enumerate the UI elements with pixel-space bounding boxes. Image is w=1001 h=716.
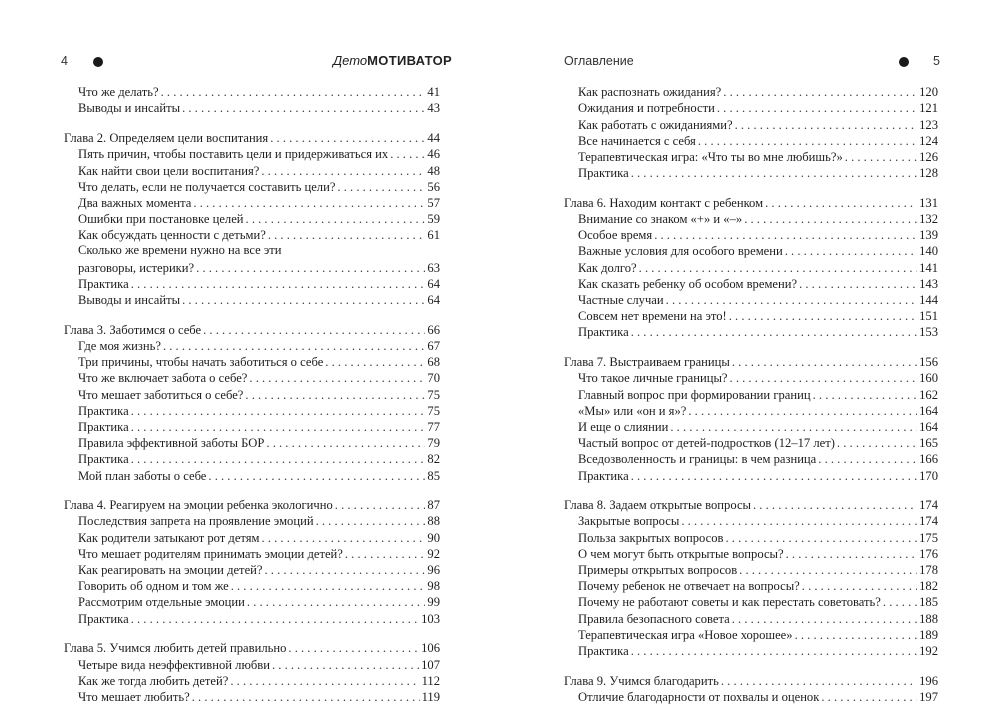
- toc-entry-page: 140: [919, 244, 938, 259]
- dot-leader: [631, 325, 917, 340]
- brand-bold: МОТИВАТОР: [367, 53, 452, 68]
- toc-entry[interactable]: [564, 308, 938, 324]
- toc-entry-title: Частные случаи: [578, 293, 664, 308]
- toc-entry[interactable]: разговоры, истерики? . . . 63: [64, 259, 440, 275]
- toc-entry-title: Глава 4. Реагируем на эмоции ребенка экологично: [64, 498, 333, 513]
- toc-entry-title: Правила эффективной заботы БОР: [78, 436, 265, 451]
- chapter-heading[interactable]: [64, 130, 440, 146]
- toc-entry-page: 160: [919, 371, 938, 386]
- dot-leader: [335, 498, 426, 513]
- toc-entry-title: Глава 5. Учимся любить детей правильно: [64, 641, 287, 656]
- toc-entry-title: «Мы» или «он и я»?: [578, 403, 687, 418]
- toc-entry[interactable]: [64, 435, 440, 451]
- toc-entry-title: Отличие благодарности от похвалы и оценок: [578, 689, 820, 704]
- toc-entry[interactable]: [564, 419, 938, 435]
- toc-entry[interactable]: [64, 594, 440, 610]
- chapter-heading[interactable]: [564, 195, 938, 211]
- toc-entry[interactable]: [64, 610, 440, 626]
- brand-italic: Дето: [333, 53, 368, 68]
- toc-entry-page: 67: [427, 339, 440, 353]
- dot-leader: [799, 277, 917, 292]
- toc-entry-page: 165: [919, 436, 938, 451]
- toc-entry-page: 151: [919, 309, 938, 324]
- toc-entry-title: Что такое личные границы?: [578, 371, 728, 386]
- toc-entry-title: Глава 9. Учимся благодарить: [564, 673, 719, 688]
- dot-leader: [802, 579, 917, 594]
- toc-entry-title: Глава 3. Заботимся о себе: [64, 322, 202, 337]
- toc-entry-title: Как найти свои цели воспитания?: [78, 163, 260, 178]
- page-number: 4: [61, 54, 68, 68]
- toc-entry-title: Практика: [578, 325, 629, 340]
- toc-entry[interactable]: [64, 100, 440, 116]
- toc-entry-page: 41: [427, 85, 440, 100]
- toc-entry-page: 103: [421, 611, 440, 626]
- toc-entry-title: Важные условия для особого времени: [578, 244, 783, 259]
- dot-leader: [639, 261, 917, 276]
- toc-entry[interactable]: [64, 179, 440, 195]
- toc-entry-page: 144: [919, 293, 938, 308]
- toc-entry-page: 107: [421, 657, 440, 672]
- toc-entry-title: Как работать с ожиданиями?: [578, 117, 733, 132]
- dot-leader: [208, 469, 425, 484]
- toc-entry-title: И еще о слиянии: [578, 419, 669, 434]
- dot-leader: [739, 563, 917, 578]
- dot-leader: [721, 674, 917, 689]
- toc-entry-page: 44: [427, 131, 440, 146]
- dot-leader: [247, 595, 426, 610]
- toc-entry-title: Как сказать ребенку об особом времени?: [578, 276, 798, 291]
- toc-entry[interactable]: [64, 451, 440, 467]
- toc-entry-title: О чем могут быть открытые вопросы?: [578, 546, 784, 561]
- toc-entry-title: Что мешает родителям принимать эмоции детей?: [78, 546, 343, 561]
- toc-entry[interactable]: [64, 227, 440, 243]
- toc-entry-page: 70: [427, 371, 440, 386]
- dot-leader: [345, 547, 426, 562]
- toc-entry-title: Практика: [78, 419, 129, 434]
- dot-leader: [837, 436, 917, 451]
- toc-entry-page: 164: [919, 419, 938, 434]
- toc-entry-page: 176: [919, 546, 938, 561]
- toc-entry-page: 48: [427, 163, 440, 178]
- toc-entry-page: 185: [919, 595, 938, 610]
- toc-entry-page: 61: [427, 228, 440, 243]
- toc-entry-page: 192: [919, 643, 938, 658]
- toc-entry-page: 85: [427, 468, 440, 483]
- dot-leader: [261, 164, 425, 179]
- toc-entry-page: 178: [919, 563, 938, 578]
- toc-entry-title: Все начинается с себя: [578, 133, 696, 148]
- dot-leader: [765, 196, 917, 211]
- toc-entry[interactable]: [564, 324, 938, 340]
- toc-entry-page: 56: [427, 179, 440, 194]
- toc-entry[interactable]: [64, 656, 440, 672]
- toc-entry-page: 75: [427, 403, 440, 418]
- toc-entry-title: Глава 6. Находим контакт с ребенком: [564, 195, 764, 210]
- toc-entry-page: 123: [919, 117, 938, 132]
- toc-entry-page: 128: [919, 166, 938, 181]
- toc-entry-title: Особое время: [578, 228, 653, 243]
- toc-entry-page: 166: [919, 452, 938, 467]
- dot-leader: [131, 452, 426, 467]
- toc-entry[interactable]: [564, 165, 938, 181]
- toc-entry[interactable]: [64, 370, 440, 386]
- toc-entry-title: Совсем нет времени на это!: [578, 309, 727, 324]
- chapter-heading[interactable]: [64, 497, 440, 513]
- dot-leader: [670, 420, 917, 435]
- chapter-heading[interactable]: [564, 673, 938, 689]
- page-number: 5: [933, 54, 940, 68]
- dot-leader: [270, 131, 425, 146]
- toc-entry[interactable]: [64, 529, 440, 545]
- toc-entry-page: 77: [427, 419, 440, 434]
- dot-leader: [193, 196, 425, 211]
- dot-leader: [245, 388, 425, 403]
- dot-leader: [131, 404, 426, 419]
- toc-entry-title: Что делать, если не получается составить цели?: [78, 179, 336, 194]
- toc-entry[interactable]: [564, 467, 938, 483]
- dot-leader: [732, 612, 917, 627]
- dot-leader: [845, 150, 917, 165]
- dot-leader: [666, 293, 917, 308]
- toc-entry[interactable]: [564, 529, 938, 545]
- toc-entry-page: 57: [427, 195, 440, 210]
- dot-leader: [268, 228, 426, 243]
- dot-leader: [698, 134, 917, 149]
- toc-entry[interactable]: [64, 689, 440, 705]
- dot-leader: [288, 641, 419, 656]
- dot-leader: [818, 452, 917, 467]
- toc-entry-title: Как родители затыкают рот детям: [78, 530, 260, 545]
- dot-leader: [732, 355, 917, 370]
- toc-entry[interactable]: [64, 276, 440, 292]
- toc-entry[interactable]: [564, 594, 938, 610]
- dot-leader: [246, 212, 426, 227]
- dot-leader: [182, 101, 425, 116]
- dot-leader: [730, 371, 918, 386]
- toc-entry-title: Почему ребенок не отвечает на вопросы?: [578, 579, 800, 594]
- toc-entry-page: 124: [919, 133, 938, 148]
- toc-entry-page: 98: [427, 579, 440, 594]
- dot-leader: [735, 118, 918, 133]
- dot-leader: [131, 612, 419, 627]
- toc-entry[interactable]: [564, 513, 938, 529]
- toc-entry-page: 143: [919, 276, 938, 291]
- toc-entry-title: Как долго?: [578, 260, 637, 275]
- toc-entry-title: Глава 7. Выстраиваем границы: [564, 355, 730, 370]
- toc-entry-title: Терапевтическая игра «Новое хорошее»: [578, 627, 793, 642]
- toc-entry[interactable]: [564, 386, 938, 402]
- right-page: [500, 0, 1001, 716]
- toc-entry[interactable]: [64, 386, 440, 402]
- toc-entry[interactable]: [564, 292, 938, 308]
- dot-leader: [723, 85, 917, 100]
- dot-leader: [272, 658, 419, 673]
- toc-entry-title: Почему не работают советы и как перестать советовать?: [578, 595, 881, 610]
- chapter-heading[interactable]: [64, 640, 440, 656]
- toc-entry[interactable]: [564, 116, 938, 132]
- toc-entry-title: Четыре вида неэффективной любви: [78, 657, 270, 672]
- toc-entry[interactable]: [64, 578, 440, 594]
- toc-entry-page: 96: [427, 563, 440, 578]
- toc-entry[interactable]: [564, 435, 938, 451]
- toc-entry[interactable]: [64, 146, 440, 162]
- toc-entry[interactable]: [64, 338, 440, 354]
- toc-entry-title: Ошибки при постановке целей: [78, 212, 244, 227]
- dot-leader: [131, 277, 426, 292]
- toc-entry[interactable]: [564, 627, 938, 643]
- toc-entry-page: 119: [421, 689, 440, 704]
- toc-entry-title: Польза закрытых вопросов: [578, 530, 724, 545]
- toc-entry-title: Последствия запрета на проявление эмоций: [78, 514, 314, 529]
- toc-entry[interactable]: [564, 84, 938, 100]
- toc-entry-title: Примеры открытых вопросов: [578, 563, 738, 578]
- toc-entry-title: Три причины, чтобы начать заботиться о себе: [78, 355, 324, 370]
- toc-entry-title: Как же тогда любить детей?: [78, 673, 229, 688]
- toc-entry-title: Практика: [578, 643, 629, 658]
- toc-entry-page: 188: [919, 611, 938, 626]
- toc-entry-title: Практика: [578, 468, 629, 483]
- toc-entry-page: 182: [919, 579, 938, 594]
- toc-entry-title: Мой план заботы о себе: [78, 468, 207, 483]
- dot-leader: [249, 371, 425, 386]
- dot-leader: [262, 531, 426, 546]
- toc-entry[interactable]: [64, 162, 440, 178]
- toc-entry-title: Терапевтическая игра: «Что ты во мне любишь?»: [578, 149, 843, 164]
- toc-entry[interactable]: [64, 403, 440, 419]
- toc-entry-page: 120: [919, 85, 938, 100]
- toc-entry[interactable]: [564, 610, 938, 626]
- dot-leader: [631, 166, 917, 181]
- toc-entry-title: Глава 8. Задаем открытые вопросы: [564, 498, 751, 513]
- dot-leader: [631, 644, 917, 659]
- toc-entry-page: 87: [427, 498, 440, 513]
- dot-leader: [203, 323, 425, 338]
- toc-entry-page: 106: [421, 641, 440, 656]
- dot-leader: [717, 101, 917, 116]
- toc-left: [64, 84, 440, 705]
- toc-entry[interactable]: [64, 211, 440, 227]
- toc-entry-title: Правила безопасного совета: [578, 611, 730, 626]
- dot-leader: [753, 498, 917, 513]
- toc-entry-title: Где моя жизнь?: [78, 339, 161, 353]
- toc-entry[interactable]: [564, 276, 938, 292]
- dot-leader: [231, 579, 426, 594]
- chapter-heading[interactable]: [64, 322, 440, 338]
- toc-entry[interactable]: [64, 513, 440, 529]
- toc-entry-title: Ожидания и потребности: [578, 101, 715, 116]
- dot-leader: [325, 355, 425, 370]
- toc-entry-page: 112: [421, 673, 440, 688]
- toc-entry-page: 153: [919, 325, 938, 340]
- toc-entry-page: 164: [919, 403, 938, 418]
- chapter-heading[interactable]: [564, 497, 938, 513]
- toc-entry-title: Что же включает забота о себе?: [78, 371, 248, 386]
- toc-entry-title: Два важных момента: [78, 195, 192, 210]
- dot-leader: [786, 547, 918, 562]
- toc-entry-page: 139: [919, 228, 938, 243]
- toc-entry-page: 46: [427, 147, 440, 162]
- toc-entry-page: 92: [427, 546, 440, 561]
- toc-entry[interactable]: [564, 227, 938, 243]
- dot-leader: [654, 228, 917, 243]
- toc-entry[interactable]: [64, 354, 440, 370]
- toc-entry[interactable]: [564, 403, 938, 419]
- toc-entry-title: Практика: [578, 166, 629, 181]
- toc-entry-page: 196: [919, 673, 938, 688]
- toc-entry-title: Практика: [78, 276, 129, 291]
- toc-entry-title: Закрытые вопросы: [578, 514, 680, 529]
- toc-entry-title: Глава 2. Определяем цели воспитания: [64, 131, 269, 146]
- toc-entry-title: Рассмотрим отдельные эмоции: [78, 595, 245, 610]
- dot-leader: [316, 514, 426, 529]
- section-header-title: Оглавление: [564, 54, 634, 68]
- toc-entry-title: Как обсуждать ценности с детьми?: [78, 228, 266, 243]
- toc-entry-title: Говорить об одном и том же: [78, 579, 229, 594]
- dot-leader: [785, 244, 917, 259]
- toc-entry-title: Пять причин, чтобы поставить цели и придерживаться их: [78, 147, 389, 162]
- toc-entry-title: Частый вопрос от детей-подростков (12–17 лет): [578, 436, 835, 451]
- dot-leader: [795, 628, 918, 643]
- dot-leader: [131, 420, 426, 435]
- toc-entry-title: Как распознать ожидания?: [578, 85, 722, 100]
- toc-entry-page: 43: [427, 101, 440, 116]
- dot-leader: [390, 147, 425, 162]
- dot-leader: [681, 514, 917, 529]
- toc-entry-page: 174: [919, 514, 938, 529]
- dot-leader: [192, 690, 420, 705]
- toc-entry-page: 170: [919, 468, 938, 483]
- dot-leader: [337, 180, 425, 195]
- toc-entry[interactable]: [564, 243, 938, 259]
- toc-entry-page: 75: [427, 387, 440, 402]
- toc-entry-title: Практика: [78, 403, 129, 418]
- toc-entry[interactable]: [564, 211, 938, 227]
- toc-entry[interactable]: [564, 133, 938, 149]
- dot-leader: [182, 293, 425, 308]
- toc-entry-title: Вседозволенность и границы: в чем разница: [578, 452, 817, 467]
- toc-entry[interactable]: [64, 546, 440, 562]
- toc-entry-page: 82: [427, 452, 440, 467]
- toc-entry[interactable]: [564, 370, 938, 386]
- toc-entry-page: 79: [427, 436, 440, 451]
- dot-leader: [883, 595, 917, 610]
- toc-entry[interactable]: [564, 578, 938, 594]
- toc-entry[interactable]: [64, 195, 440, 211]
- bullet-dot-icon: [93, 57, 103, 67]
- dot-leader: [265, 563, 426, 578]
- toc-entry[interactable]: [564, 451, 938, 467]
- toc-entry[interactable]: [64, 292, 440, 308]
- dot-leader: [729, 309, 917, 324]
- toc-entry-page: 162: [919, 387, 938, 402]
- toc-entry[interactable]: [564, 689, 938, 705]
- toc-entry[interactable]: [64, 562, 440, 578]
- toc-entry[interactable]: [64, 673, 440, 689]
- toc-entry-page: 189: [919, 627, 938, 642]
- toc-entry-title: Что мешает любить?: [78, 689, 190, 704]
- dot-leader: [813, 388, 918, 403]
- toc-entry-page: 132: [919, 212, 938, 227]
- toc-right: [564, 84, 938, 705]
- dot-leader: [230, 674, 419, 689]
- toc-entry-page: 68: [427, 355, 440, 370]
- toc-entry[interactable]: [564, 259, 938, 275]
- toc-entry[interactable]: [564, 149, 938, 165]
- toc-entry-page: 141: [919, 260, 938, 275]
- toc-entry[interactable]: [64, 419, 440, 435]
- toc-entry-title: Внимание со знаком «+» и «–»: [578, 212, 743, 227]
- toc-entry-page: 66: [427, 322, 440, 337]
- toc-entry-title: Практика: [78, 452, 129, 467]
- toc-entry-title: Выводы и инсайты: [78, 293, 181, 308]
- dot-leader: [821, 690, 917, 705]
- toc-entry[interactable]: [564, 643, 938, 659]
- toc-entry-page: 99: [427, 595, 440, 610]
- toc-entry-wrapped[interactable]: Сколько же времени нужно на все эти: [78, 243, 282, 258]
- toc-entry[interactable]: [64, 84, 440, 100]
- toc-entry-page: 197: [919, 689, 938, 704]
- chapter-heading[interactable]: [564, 354, 938, 370]
- toc-entry-page: 156: [919, 355, 938, 370]
- dot-leader: [688, 404, 917, 419]
- bullet-dot-icon: [899, 57, 909, 67]
- toc-entry-title: Главный вопрос при формировании границ: [578, 387, 811, 402]
- book-brand: [333, 53, 452, 68]
- toc-entry-page: 88: [427, 514, 440, 529]
- dot-leader: [631, 469, 917, 484]
- toc-entry-title: Как реагировать на эмоции детей?: [78, 563, 263, 578]
- dot-leader: [163, 339, 425, 354]
- toc-entry-page: 131: [919, 195, 938, 210]
- toc-entry[interactable]: [564, 100, 938, 116]
- toc-entry-title: Что же делать?: [78, 85, 159, 100]
- dot-leader: [161, 85, 426, 100]
- toc-entry-page: 64: [427, 276, 440, 291]
- left-page: [0, 0, 500, 716]
- toc-entry[interactable]: [564, 546, 938, 562]
- dot-leader: [266, 436, 425, 451]
- toc-entry-page: 64: [427, 293, 440, 308]
- toc-entry-page: 174: [919, 498, 938, 513]
- toc-entry-page: 121: [919, 101, 938, 116]
- toc-entry-page: 90: [427, 530, 440, 545]
- dot-leader: [744, 212, 917, 227]
- toc-entry[interactable]: [564, 562, 938, 578]
- toc-entry-page: 175: [919, 530, 938, 545]
- toc-entry-page: 59: [427, 212, 440, 227]
- dot-leader: [725, 531, 917, 546]
- toc-entry-title: Что мешает заботиться о себе?: [78, 387, 244, 402]
- toc-entry-page: 126: [919, 149, 938, 164]
- toc-entry-title: Выводы и инсайты: [78, 101, 181, 116]
- toc-entry-title: Практика: [78, 611, 129, 626]
- toc-entry[interactable]: [64, 467, 440, 483]
